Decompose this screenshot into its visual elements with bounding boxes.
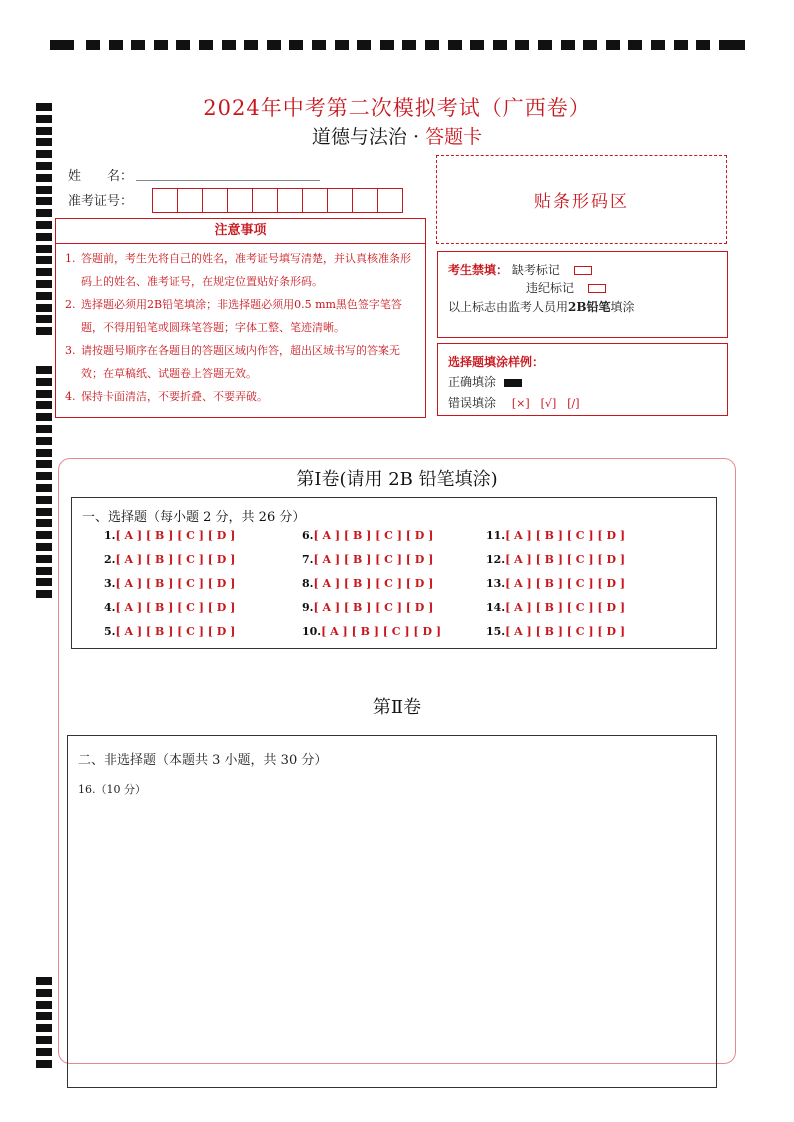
id-digit-box[interactable] xyxy=(177,188,203,213)
forbid-label: 考生禁填： xyxy=(448,263,509,277)
question-number: 9. xyxy=(302,601,314,614)
timing-mark xyxy=(357,40,371,50)
timing-mark xyxy=(36,390,52,398)
choice-heading: 一、选择题（每小题 2 分，共 26 分） xyxy=(82,510,306,525)
question-11-options[interactable] xyxy=(486,529,625,542)
question-5-options[interactable] xyxy=(104,625,235,638)
timing-mark xyxy=(36,1001,52,1009)
answer-bubbles[interactable]: [ A ] [ B ] [ C ] [ D ] xyxy=(115,529,236,542)
timing-mark xyxy=(425,40,439,50)
timing-mark xyxy=(493,40,507,50)
timing-mark xyxy=(109,40,123,50)
correct-fill-label: 正确填涂 xyxy=(448,375,497,389)
barcode-label: 贴条形码区 xyxy=(534,192,629,212)
timing-mark xyxy=(36,425,52,433)
timing-mark xyxy=(131,40,145,50)
id-digit-box[interactable] xyxy=(352,188,378,213)
answer-bubbles[interactable]: [ A ] [ B ] [ C ] [ D ] xyxy=(505,553,626,566)
timing-mark xyxy=(36,1060,52,1068)
notice-item: 1. 答题前，考生先将自己的姓名，准考证号填写清楚，并认真核准条形码上的姓名、准考证号，在规定位置贴好条形码。 xyxy=(65,252,411,288)
id-digit-box[interactable] xyxy=(377,188,403,213)
timing-mark xyxy=(312,40,326,50)
timing-mark xyxy=(606,40,620,50)
timing-mark xyxy=(36,977,52,985)
timing-mark xyxy=(538,40,552,50)
timing-mark xyxy=(154,40,168,50)
answer-bubbles[interactable]: [ A ] [ B ] [ C ] [ D ] xyxy=(313,601,434,614)
answer-bubbles[interactable]: [ A ] [ B ] [ C ] [ D ] xyxy=(313,553,434,566)
timing-mark xyxy=(36,174,52,182)
timing-mark xyxy=(674,40,688,50)
timing-mark xyxy=(515,40,529,50)
timing-mark xyxy=(36,1036,52,1044)
timing-mark xyxy=(36,304,52,312)
timing-mark xyxy=(36,590,52,598)
question-number: 12. xyxy=(486,553,506,566)
answer-bubbles[interactable]: [ A ] [ B ] [ C ] [ D ] xyxy=(313,577,434,590)
page-subtitle xyxy=(0,122,794,149)
id-digit-box[interactable] xyxy=(252,188,278,213)
timing-mark xyxy=(380,40,394,50)
timing-mark xyxy=(36,378,52,386)
id-digit-box[interactable] xyxy=(227,188,253,213)
timing-mark xyxy=(176,40,190,50)
question-2-options[interactable] xyxy=(104,553,235,566)
question-number: 5. xyxy=(104,625,116,638)
id-digit-box[interactable] xyxy=(277,188,303,213)
notice-item: 4. 保持卡面清洁，不要折叠、不要弄破。 xyxy=(65,390,268,403)
timing-mark xyxy=(402,40,416,50)
timing-mark xyxy=(36,162,52,170)
question-number: 11. xyxy=(486,529,506,542)
question-number: 7. xyxy=(302,553,314,566)
question-3-options[interactable] xyxy=(104,577,235,590)
timing-mark xyxy=(36,1048,52,1056)
question-number: 8. xyxy=(302,577,314,590)
timing-mark xyxy=(36,401,52,409)
timing-mark xyxy=(36,519,52,527)
id-digit-box[interactable] xyxy=(202,188,228,213)
wrong-fill-marks: [×] [√] [/] xyxy=(511,397,580,410)
timing-mark xyxy=(36,233,52,241)
question-16-label: 16.（10 分） xyxy=(78,783,146,796)
answer-bubbles[interactable]: [ A ] [ B ] [ C ] [ D ] xyxy=(115,601,236,614)
absent-mark-label: 缺考标记 xyxy=(511,263,560,277)
timing-mark xyxy=(244,40,258,50)
timing-mark xyxy=(36,1012,52,1020)
timing-mark xyxy=(36,186,52,194)
timing-mark xyxy=(719,40,745,50)
timing-mark xyxy=(289,40,303,50)
timing-mark xyxy=(36,366,52,374)
choice-section xyxy=(71,497,717,649)
question-number: 2. xyxy=(104,553,116,566)
timing-mark xyxy=(36,150,52,158)
id-digit-box[interactable] xyxy=(302,188,328,213)
violation-mark-box[interactable] xyxy=(588,284,606,293)
notice-item: 3. 请按题号顺序在各题目的答题区域内作答，超出区域书写的答案无效；在草稿纸、试题卷上答题无效。 xyxy=(65,344,400,380)
timing-mark xyxy=(36,268,52,276)
question-7-options[interactable] xyxy=(302,553,433,566)
timing-mark xyxy=(36,292,52,300)
answer-bubbles[interactable]: [ A ] [ B ] [ C ] [ D ] xyxy=(115,577,236,590)
correct-fill-mark xyxy=(504,379,522,387)
timing-mark xyxy=(36,280,52,288)
barcode-area xyxy=(436,155,727,244)
timing-mark xyxy=(36,543,52,551)
name-field[interactable] xyxy=(136,180,320,181)
notice-box xyxy=(55,218,426,418)
timing-mark xyxy=(36,578,52,586)
timing-mark xyxy=(36,315,52,323)
fill-sample-box xyxy=(437,343,728,416)
question-number: 6. xyxy=(302,529,314,542)
timing-mark xyxy=(222,40,236,50)
forbid-note: 以上标志由监考人员用2B铅笔填涂 xyxy=(448,300,635,314)
answer-bubbles[interactable]: [ A ] [ B ] [ C ] [ D ] xyxy=(115,553,236,566)
violation-mark-label: 违纪标记 xyxy=(526,281,575,295)
timing-mark xyxy=(583,40,597,50)
answer-card-label: 答题卡 xyxy=(425,126,483,148)
answer-bubbles[interactable]: [ A ] [ B ] [ C ] [ D ] xyxy=(505,529,626,542)
question-number: 10. xyxy=(302,625,322,638)
timing-mark xyxy=(651,40,665,50)
timing-mark xyxy=(36,989,52,997)
answer-bubbles[interactable]: [ A ] [ B ] [ C ] [ D ] xyxy=(505,625,626,638)
notice-title: 注意事项 xyxy=(56,219,425,244)
timing-mark xyxy=(335,40,349,50)
timing-mark xyxy=(36,555,52,563)
name-label: 姓 名： xyxy=(68,169,134,184)
wrong-fill-label: 错误填涂 xyxy=(448,396,497,410)
question-number: 15. xyxy=(486,625,506,638)
question-6-options[interactable] xyxy=(302,529,433,542)
timing-mark xyxy=(561,40,575,50)
answer-bubbles[interactable]: [ A ] [ B ] [ C ] [ D ] xyxy=(321,625,442,638)
question-12-options[interactable] xyxy=(486,553,625,566)
timing-mark xyxy=(628,40,642,50)
timing-mark xyxy=(36,327,52,335)
non-choice-section[interactable] xyxy=(67,735,717,1088)
sample-title: 选择题填涂样例： xyxy=(448,355,545,369)
subtitle-separator: · xyxy=(412,126,420,148)
page-title: 2024年中考第二次模拟考试（广西卷） xyxy=(203,96,591,120)
question-number: 1. xyxy=(104,529,116,542)
question-number: 4. xyxy=(104,601,116,614)
question-number: 13. xyxy=(486,577,506,590)
answer-bubbles[interactable]: [ A ] [ B ] [ C ] [ D ] xyxy=(115,625,236,638)
timing-mark xyxy=(36,437,52,445)
question-13-options[interactable] xyxy=(486,577,625,590)
non-choice-heading: 二、非选择题（本题共 3 小题，共 30 分） xyxy=(78,753,328,768)
timing-mark xyxy=(36,449,52,457)
notice-item: 2. 选择题必须用2B铅笔填涂；非选择题必须用0.5 mm黑色签字笔答题，不得用铅笔或圆珠笔答题；字体工整、笔迹清晰。 xyxy=(65,298,402,334)
question-15-options[interactable] xyxy=(486,625,625,638)
timing-mark xyxy=(199,40,213,50)
timing-mark xyxy=(36,221,52,229)
section1-title: 第Ⅰ卷(请用 2B 铅笔填涂) xyxy=(296,469,498,490)
question-4-options[interactable] xyxy=(104,601,235,614)
question-10-options[interactable] xyxy=(302,625,441,638)
id-digit-box[interactable] xyxy=(152,188,178,213)
timing-mark xyxy=(86,40,100,50)
timing-mark xyxy=(448,40,462,50)
question-9-options[interactable] xyxy=(302,601,433,614)
section2-title: 第Ⅱ卷 xyxy=(372,697,422,718)
timing-mark xyxy=(36,197,52,205)
timing-mark xyxy=(36,256,52,264)
timing-mark xyxy=(36,245,52,253)
timing-mark xyxy=(36,1024,52,1032)
question-number: 3. xyxy=(104,577,116,590)
timing-mark xyxy=(267,40,281,50)
timing-mark xyxy=(36,413,52,421)
timing-mark xyxy=(36,531,52,539)
answer-bubbles[interactable]: [ A ] [ B ] [ C ] [ D ] xyxy=(313,529,434,542)
question-1-options[interactable] xyxy=(104,529,235,542)
timing-mark xyxy=(36,209,52,217)
id-digit-box[interactable] xyxy=(327,188,353,213)
answer-bubbles[interactable]: [ A ] [ B ] [ C ] [ D ] xyxy=(505,577,626,590)
timing-mark xyxy=(36,567,52,575)
id-number-boxes[interactable] xyxy=(152,188,402,213)
question-14-options[interactable] xyxy=(486,601,625,614)
answer-bubbles[interactable]: [ A ] [ B ] [ C ] [ D ] xyxy=(505,601,626,614)
id-label: 准考证号： xyxy=(68,194,134,209)
timing-mark xyxy=(36,508,52,516)
subject-name: 道德与法治 xyxy=(311,126,407,148)
timing-mark xyxy=(50,40,74,50)
timing-mark xyxy=(470,40,484,50)
top-timing-marks xyxy=(50,38,745,52)
proctor-only-box xyxy=(437,251,728,338)
timing-mark xyxy=(696,40,710,50)
question-number: 14. xyxy=(486,601,506,614)
question-8-options[interactable] xyxy=(302,577,433,590)
timing-mark xyxy=(36,496,52,504)
absent-mark-box[interactable] xyxy=(574,266,592,275)
